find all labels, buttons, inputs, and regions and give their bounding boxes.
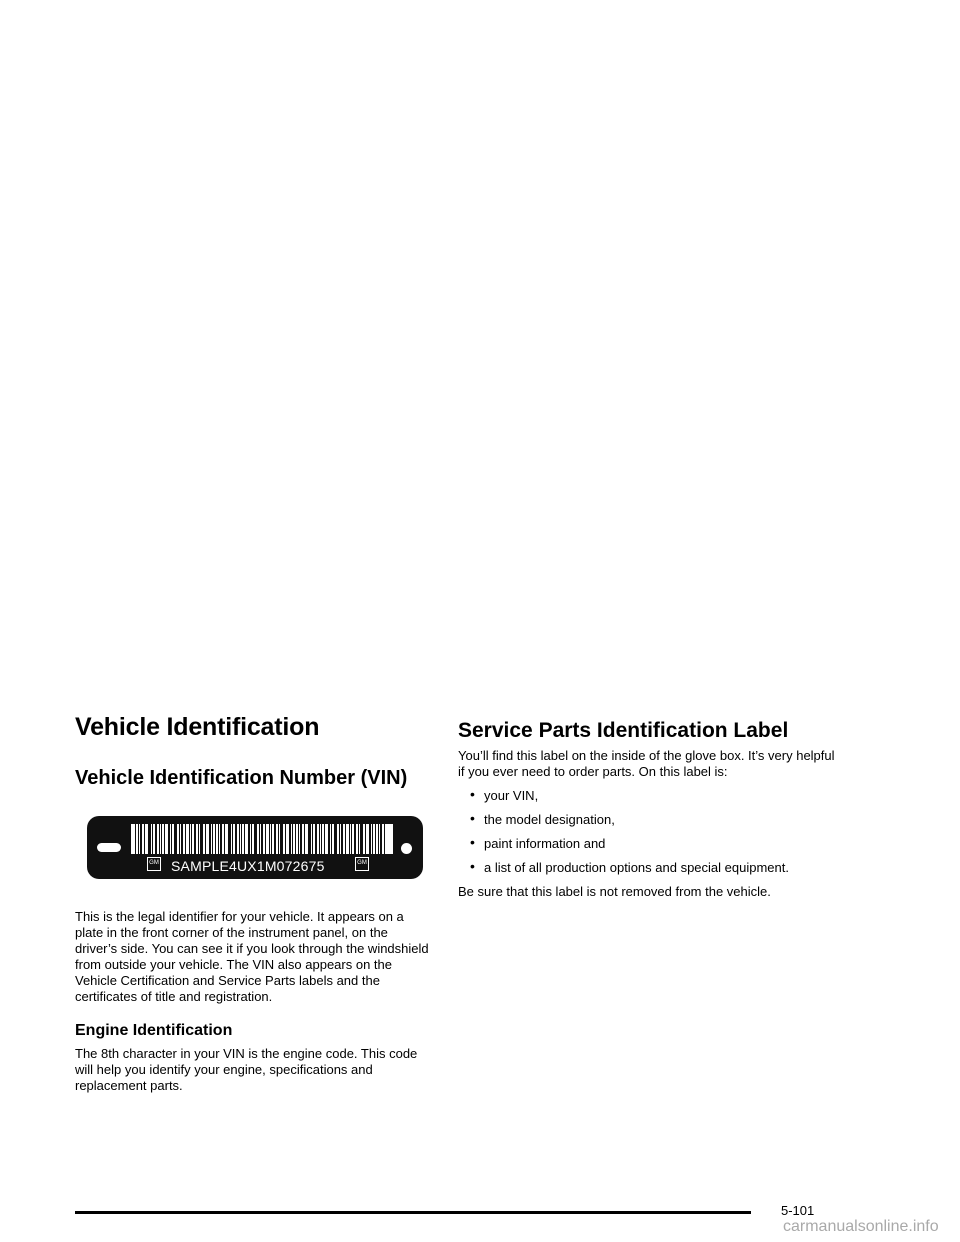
service-label-list: [458, 788, 838, 876]
barcode: [135, 824, 389, 854]
service-section-title: Service Parts Identification Label: [458, 719, 789, 742]
vin-text: SAMPLE4UX1M072675: [171, 858, 325, 874]
vin-paragraph: This is the legal identifier for your vehicle. It appears on a plate in the front corner of the instrument panel, on the driver’s side. You can see it if you look through the windshield from outside your vehicle. The VIN also appears on the Vehicle Certification and Service Parts labels and the certificates of title and registration.: [75, 909, 429, 1004]
gm-logo-icon: GM: [355, 857, 369, 871]
page-number: 5-101: [781, 1203, 815, 1218]
plate-hole: [401, 843, 412, 854]
list-item: • paint information and: [458, 836, 838, 852]
list-item: • your VIN,: [458, 788, 838, 804]
right-column: [458, 712, 838, 900]
service-intro: You’ll find this label on the inside of the glove box. It’s very helpful if you ever need to order parts. On this label is:: [458, 748, 835, 780]
list-item: • the model designation,: [458, 812, 838, 828]
plate-slot: [97, 843, 121, 852]
vin-plate-illustration: [87, 816, 423, 879]
left-column: [75, 712, 432, 1094]
engine-paragraph: The 8th character in your VIN is the engine code. This code will help you identify your engine, specifications and replacement parts.: [75, 1046, 418, 1094]
gm-logo-icon: GM: [147, 857, 161, 871]
footer-rule: [75, 1211, 751, 1214]
barcode-area: [131, 824, 393, 854]
engine-section-title: Engine Identification: [75, 1022, 233, 1039]
list-item: • a list of all production options and special equipment.: [458, 860, 838, 876]
watermark: carmanualsonline.info: [783, 1218, 939, 1235]
page-title: Vehicle Identification: [75, 713, 320, 741]
vin-section-title: Vehicle Identification Number (VIN): [75, 767, 408, 789]
service-closing: Be sure that this label is not removed from the vehicle.: [458, 884, 771, 900]
